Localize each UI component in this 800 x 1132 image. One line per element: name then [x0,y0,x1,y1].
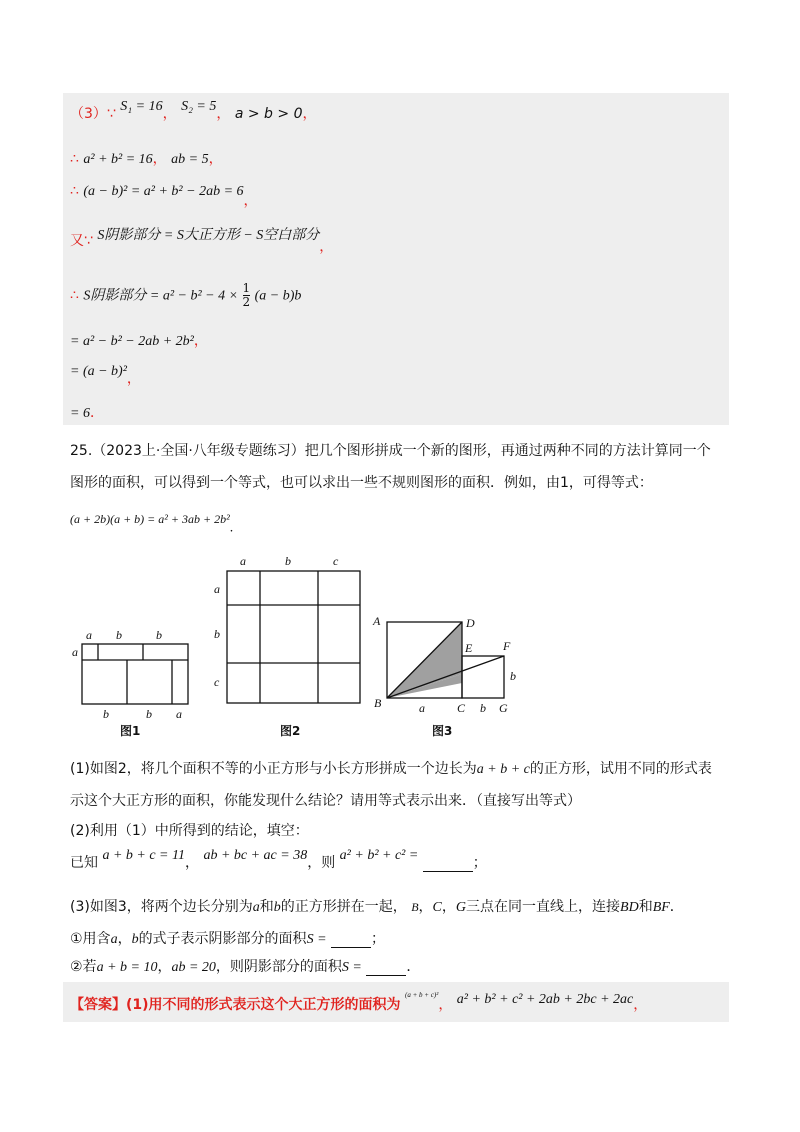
solution-line-5: ∴ S阴影部分 = a² − b² − 4 × $\frac{1}{2}$ (a − b)b [70,281,302,309]
fig3-point-c: C [457,701,466,715]
solution-line-3: ∴ (a − b)² = a² + b² − 2ab = 6， [70,183,258,209]
solution-line-2: ∴ a² + b² = 16， ab = 5， [70,151,223,167]
fig1-bottom-label-b1: b [103,707,109,721]
fig2-outer [227,571,360,703]
fig1-left-label-a: a [72,645,78,659]
fig3-point-b: B [374,696,382,710]
q2-line-2: 已知 a + b + c = 11， ab + bc + ac = 38，则 a² + b² + c² = ； [70,848,487,871]
figures [0,548,800,748]
fig1-top-label-a: a [86,628,92,642]
fig3-point-a: A [373,614,381,628]
answer-line: 【答案】(1)用不同的形式表示这个大正方形的面积为 $^{(a + b + c)^2}$， a² + b² + c² + 2ab + 2bc + 2ac， [70,991,648,1013]
fig2-left-label-c: c [214,675,220,689]
fig3-point-d: D [466,616,475,630]
q2-answer-blank [423,857,473,872]
figure-2 [227,571,360,703]
fig3-side-label-b-right: b [510,669,516,683]
fig2-caption: 图2 [280,724,301,738]
q3-part-2: ②若a + b = 10，ab = 20，则阴影部分的面积S = ． [70,959,421,975]
fig3-point-f: F [503,639,511,653]
problem-intro-1: 25.（2023上·全国·八年级专题练习）把几个图形拼成一个新的图形，再通过两种不同的方法计算同一个 [70,443,711,459]
fig1-top-label-b2: b [156,628,162,642]
fig1-caption: 图1 [120,724,141,738]
fig3-caption: 图3 [432,724,453,738]
fig3-side-label-a: a [419,701,425,715]
fraction-half: $\frac{1}{2}$ [242,281,251,309]
fig2-top-label-b: b [285,554,291,568]
example-equation: (a + 2b)(a + b) = a² + 3ab + 2b²． [70,512,242,534]
fig1-bottom-label-a: a [176,707,182,721]
fig1-top-label-b1: b [116,628,122,642]
fig2-left-label-a: a [214,582,220,596]
solution-line-1: （3）∵ S₁ = 16， S₂ = 5， a > b > 0， [70,99,317,122]
solution-line-6: = a² − b² − 2ab + 2b²， [70,333,208,349]
fig1-bottom-label-b2: b [146,707,152,721]
fig2-left-label-b: b [214,627,220,641]
q3-part-2-blank [366,961,406,976]
figure-1 [82,644,188,704]
fig3-side-label-b-bottom: b [480,701,486,715]
q3-line-1: (3)如图3，将两个边长分别为a和b的正方形拼在一起， B，C，G三点在同一直线上，连接BD和BF． [70,899,684,915]
q1-line-2: 示这个大正方形的面积，你能发现什么结论？请用等式表示出来．（直接写出等式） [70,793,581,809]
q3-part-1: ①用含a，b的式子表示阴影部分的面积S = ； [70,931,385,947]
fig3-point-g: G [499,701,508,715]
solution-block [63,93,729,425]
problem-intro-2: 图形的面积，可以得到一个等式，也可以求出一些不规则图形的面积．例如，由1，可得等式： [70,475,653,491]
fig3-point-e: E [465,641,473,655]
q1-line-1: (1)如图2，将几个面积不等的小正方形与小长方形拼成一个边长为a + b + c的正方形，试用不同的形式表 [70,761,712,777]
solution-line-4: 又∵ S阴影部分 = S大正方形 − S空白部分， [70,228,334,255]
q2-line-1: (2)利用（1）中所得到的结论，填空： [70,823,309,839]
fig2-top-label-c: c [333,554,339,568]
q3-part-1-blank [331,933,371,948]
fig3-square-b [462,656,504,698]
solution-line-7: = (a − b)²， [70,364,141,387]
fig2-top-label-a: a [240,554,246,568]
solution-line-8: = 6． [70,405,104,421]
